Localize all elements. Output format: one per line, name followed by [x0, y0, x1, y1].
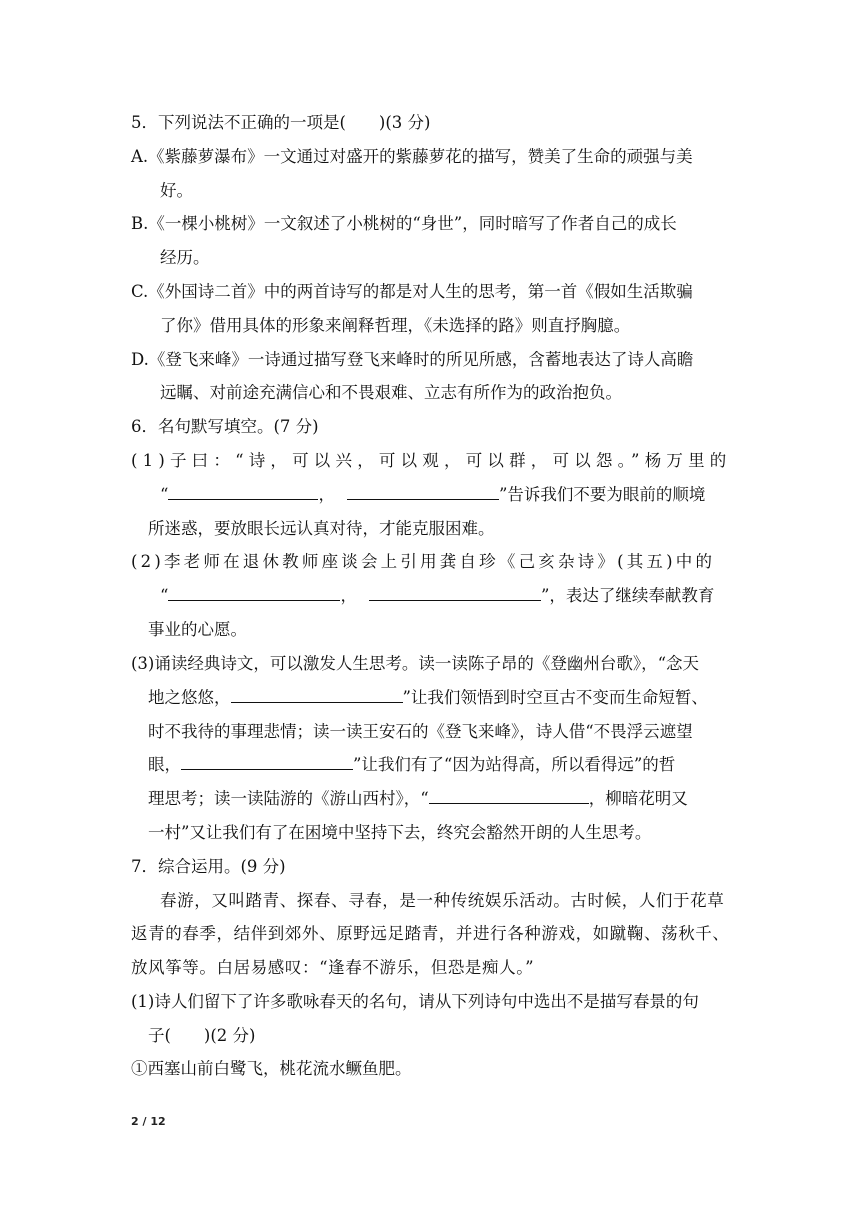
q7-passage-line1: 春游，又叫踏青、探春、寻春，是一种传统娱乐活动。古时候，人们于花草 — [160, 891, 725, 910]
q6-part3-line3: 时不我待的事理悲情；读一读王安石的《登飞来峰》，诗人借“不畏浮云遮望 — [148, 722, 693, 741]
q7-sub1-line1: (1)诗人们留下了许多歌咏春天的名句，请从下列诗句中选出不是描写春景的句 — [131, 992, 699, 1011]
q6-part2-line1: (2)李老师在退休教师座谈会上引用龚自珍《己亥杂诗》(其五)中的 — [131, 552, 716, 571]
option-d-line2: 远瞩、对前途充满信心和不畏艰难、立志有所作为的政治抱负。 — [160, 383, 622, 402]
q7-option-1: ①西塞山前白鹭飞，桃花流水鳜鱼肥。 — [131, 1059, 412, 1078]
fill-blank[interactable] — [429, 788, 589, 804]
question-6-stem: 6．名句默写填空。(7 分) — [131, 417, 319, 436]
question-7-stem: 7．综合运用。(9 分) — [131, 857, 286, 876]
q6-part1-line1: (1)子曰：“诗，可以兴，可以观，可以群，可以怨。”杨万里的 — [131, 451, 732, 470]
fill-blank[interactable] — [231, 687, 403, 703]
fill-blank[interactable] — [181, 754, 353, 770]
option-b-line2: 经历。 — [160, 248, 210, 267]
q6-part1-line3: 所迷惑，要放眼长远认真对待，才能克服困难。 — [148, 519, 495, 538]
option-c-line2: 了你》借用具体的形象来阐释哲理，《未选择的路》则直抒胸臆。 — [160, 316, 631, 335]
q6-part2-line2: “ ， ”，表达了继续奉献教育 — [160, 586, 715, 605]
q7-passage-line2: 返青的春季，结伴到郊外、原野远足踏青，并进行各种游戏，如蹴鞠、荡秋千、 — [131, 924, 730, 943]
q6-part1-line2: “ ， ”告诉我们不要为眼前的顺境 — [160, 485, 706, 504]
fill-blank[interactable] — [369, 585, 541, 601]
question-5-stem: 5．下列说法不正确的一项是( )(3 分) — [131, 113, 431, 132]
fill-blank[interactable] — [347, 484, 499, 500]
option-b-line1: B.《一棵小桃树》一文叙述了小桃树的“身世”，同时暗写了作者自己的成长 — [131, 214, 677, 233]
q6-part3-line5: 理思考；读一读陆游的《游山西村》，“ ，柳暗花明又 — [148, 789, 688, 808]
page-number: 2 / 12 — [131, 1115, 166, 1128]
option-a-line1: A.《紫藤萝瀑布》一文通过对盛开的紫藤萝花的描写，赞美了生命的顽强与美 — [131, 147, 693, 166]
fill-blank[interactable] — [168, 484, 318, 500]
q6-part2-line3: 事业的心愿。 — [148, 620, 247, 639]
q6-part3-line4: 眼， ”让我们有了“因为站得高，所以看得远”的哲 — [148, 755, 676, 774]
q6-part3-line1: (3)诵读经典诗文，可以激发人生思考。读一读陈子昂的《登幽州台歌》，“念天 — [131, 654, 700, 673]
option-c-line1: C.《外国诗二首》中的两首诗写的都是对人生的思考，第一首《假如生活欺骗 — [131, 282, 693, 301]
q6-part3-line6: 一村”又让我们有了在困境中坚持下去，终究会豁然开朗的人生思考。 — [148, 823, 652, 842]
option-d-line1: D.《登飞来峰》一诗通过描写登飞来峰时的所见所感，含蓄地表达了诗人高瞻 — [131, 350, 694, 369]
option-a-line2: 好。 — [160, 181, 193, 200]
q7-sub1-line2: 子( )(2 分) — [148, 1026, 256, 1045]
q6-part3-line2: 地之悠悠， ”让我们领悟到时空亘古不变而生命短暂、 — [148, 688, 708, 707]
q7-passage-line3: 放风筝等。白居易感叹：“逢春不游乐，但恐是痴人。” — [131, 958, 535, 977]
fill-blank[interactable] — [168, 585, 340, 601]
